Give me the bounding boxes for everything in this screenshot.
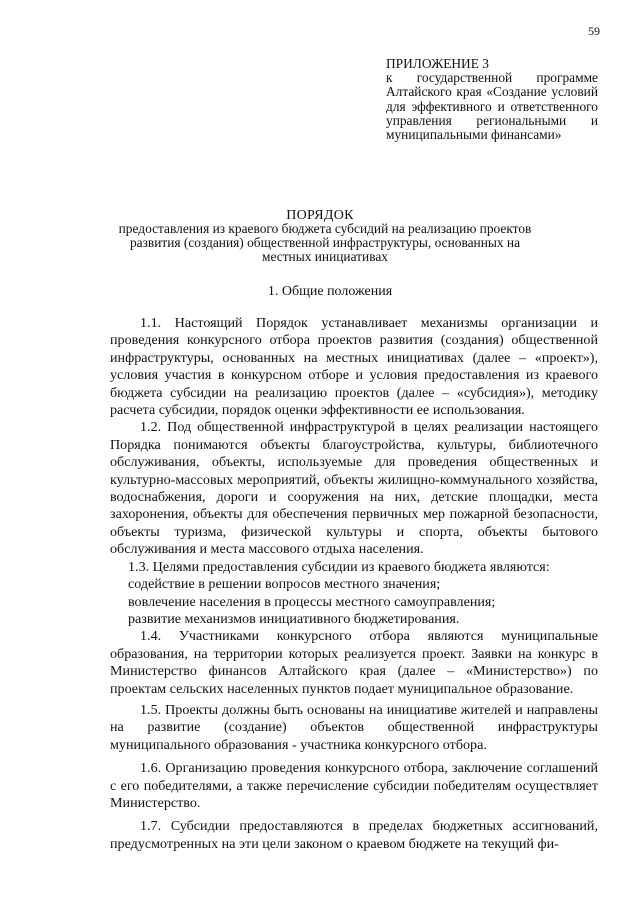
paragraph-1-1: 1.1. Настоящий Порядок устанавливает механизмы организации и проведения конкурсного отбора проектов развития (создания) общественной инфраструктуры, основанных на местных инициативах (далее – «проект»), условия участия в конкурсном отборе и условия предоставления из краевого бюджета субсидии на реализацию проектов (далее – «субсидия»), методику расчета субсидии, порядок оценки эффективности ее использования. bbox=[110, 315, 598, 419]
paragraph-1-2: 1.2. Под общественной инфраструктурой в целях реализации настоящего Порядка понимаются объекты благоустройства, культуры, библиотечного обслуживания, объекты, используемые для проведения общественных и культурно-массовых мероприятий, объекты жилищно-коммунального хозяйства, водоснабжения, дороги и сооружения на них, детские площадки, места захоронения, объекты для обеспечения первичных мер пожарной безопасности, объекты туризма, физической культуры и спорта, объекты бытового обслуживания и места массового отдыха населения. bbox=[110, 419, 598, 558]
section-body bbox=[110, 315, 598, 853]
goal-item-3: развитие механизмов инициативного бюджетирования. bbox=[128, 610, 460, 627]
paragraph-1-5: 1.5. Проекты должны быть основаны на инициативе жителей и направлены на развитие (создание) объектов общественной инфраструктуры муниципального образования - участника конкурсного отбора. bbox=[110, 701, 598, 753]
document-subtitle: предоставления из краевого бюджета субсидий на реализацию проектов развития (создания) общественной инфраструктуры, основанных на местных инициативах bbox=[118, 221, 532, 264]
appendix-title: ПРИЛОЖЕНИЕ 3 bbox=[386, 56, 489, 71]
goal-item-2: вовлечение населения в процессы местного самоуправления; bbox=[128, 593, 496, 610]
paragraph-1-7: 1.7. Субсидии предоставляются в пределах бюджетных ассигнований, предусмотренных на эти цели законом о краевом бюджете на текущий фи- bbox=[110, 818, 598, 852]
document-title: ПОРЯДОК bbox=[286, 208, 354, 223]
section-heading: 1. Общие положения bbox=[267, 284, 393, 299]
paragraph-1-4: 1.4. Участниками конкурсного отбора являются муниципальные образования, на территории которых реализуется проект. Заявки на конкурс в Министерство финансов Алтайского края (далее – «Министерство») по проектам сельских населенных пунктов подает муниципальное образование. bbox=[110, 628, 598, 697]
page-number: 59 bbox=[588, 24, 600, 38]
goal-item-1: содействие в решении вопросов местного значения; bbox=[128, 576, 441, 593]
paragraph-1-3: 1.3. Целями предоставления субсидии из краевого бюджета являются: bbox=[128, 558, 550, 575]
appendix-block bbox=[386, 57, 598, 142]
paragraph-1-6: 1.6. Организацию проведения конкурсного отбора, заключение соглашений с его победителями, а также перечисление субсидии победителям осуществляет Министерство. bbox=[110, 760, 598, 811]
appendix-text: к государственной программе Алтайского края «Создание условий для эффективного и ответственного управления региональными и муниципальными финансами» bbox=[386, 70, 598, 143]
